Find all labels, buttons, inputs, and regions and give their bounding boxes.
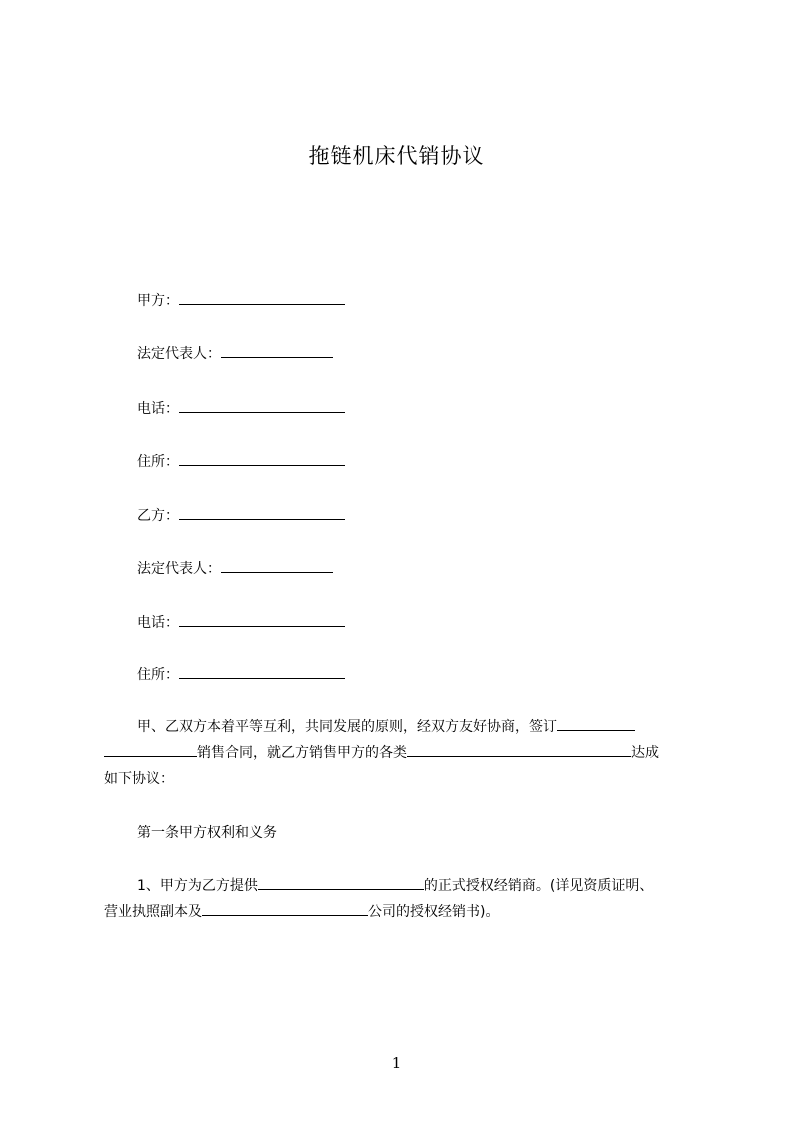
- party-b-label: 乙方：: [137, 508, 179, 524]
- party-a-phone-field: [137, 398, 345, 419]
- party-a-representative-field: [137, 343, 333, 364]
- party-a-phone-label: 电话：: [137, 401, 179, 417]
- intro-text-3: 达成: [631, 745, 659, 761]
- clause-1-text-1: 1、甲方为乙方提供: [137, 878, 258, 894]
- party-a-address-label: 住所：: [137, 454, 179, 470]
- party-b-blank: [179, 505, 345, 520]
- party-b-representative-label: 法定代表人：: [137, 561, 221, 577]
- party-a-representative-blank: [221, 343, 333, 358]
- contract-name-blank-1: [557, 716, 635, 731]
- party-a-address-field: [137, 451, 345, 472]
- contract-name-blank-2: [104, 742, 197, 757]
- document-title: 拖链机床代销协议: [308, 144, 485, 168]
- intro-paragraph: [104, 714, 704, 792]
- party-a-blank: [179, 290, 345, 305]
- intro-line-1: [104, 714, 704, 740]
- party-b-field: [137, 505, 345, 526]
- clause-1-text-3: 营业执照副本及: [104, 904, 202, 920]
- party-b-representative-blank: [221, 558, 333, 573]
- page-number: 1: [391, 1054, 402, 1072]
- intro-line-3: [104, 766, 704, 792]
- party-a-address-blank: [179, 451, 345, 466]
- party-a-representative-label: 法定代表人：: [137, 346, 221, 362]
- clause-1-text-4: 公司的授权经销书)。: [368, 904, 500, 920]
- clause-1-paragraph: [104, 873, 704, 925]
- intro-line-2: [104, 740, 704, 766]
- party-b-phone-blank: [179, 612, 345, 627]
- party-b-address-field: [137, 664, 345, 685]
- clause-1-line-1: [104, 873, 704, 899]
- party-b-address-label: 住所：: [137, 667, 179, 683]
- party-b-representative-field: [137, 558, 333, 579]
- party-b-address-blank: [179, 664, 345, 679]
- clause-1-line-2: [104, 899, 704, 925]
- party-b-phone-label: 电话：: [137, 615, 179, 631]
- party-b-phone-field: [137, 612, 345, 633]
- section-1-heading: 第一条甲方权利和义务: [137, 825, 277, 841]
- company-blank: [202, 901, 368, 916]
- party-a-label: 甲方：: [137, 293, 179, 309]
- clause-1-text-2: 的正式授权经销商。(详见资质证明、: [423, 878, 654, 894]
- party-a-field: [137, 290, 345, 311]
- authorization-blank: [258, 875, 424, 890]
- product-blank: [407, 742, 631, 757]
- intro-text-4: 如下协议：: [104, 771, 174, 787]
- intro-text-1: 甲、乙双方本着平等互利，共同发展的原则，经双方友好协商，签订: [137, 719, 557, 735]
- intro-text-2: 销售合同，就乙方销售甲方的各类: [197, 745, 407, 761]
- party-a-phone-blank: [179, 398, 345, 413]
